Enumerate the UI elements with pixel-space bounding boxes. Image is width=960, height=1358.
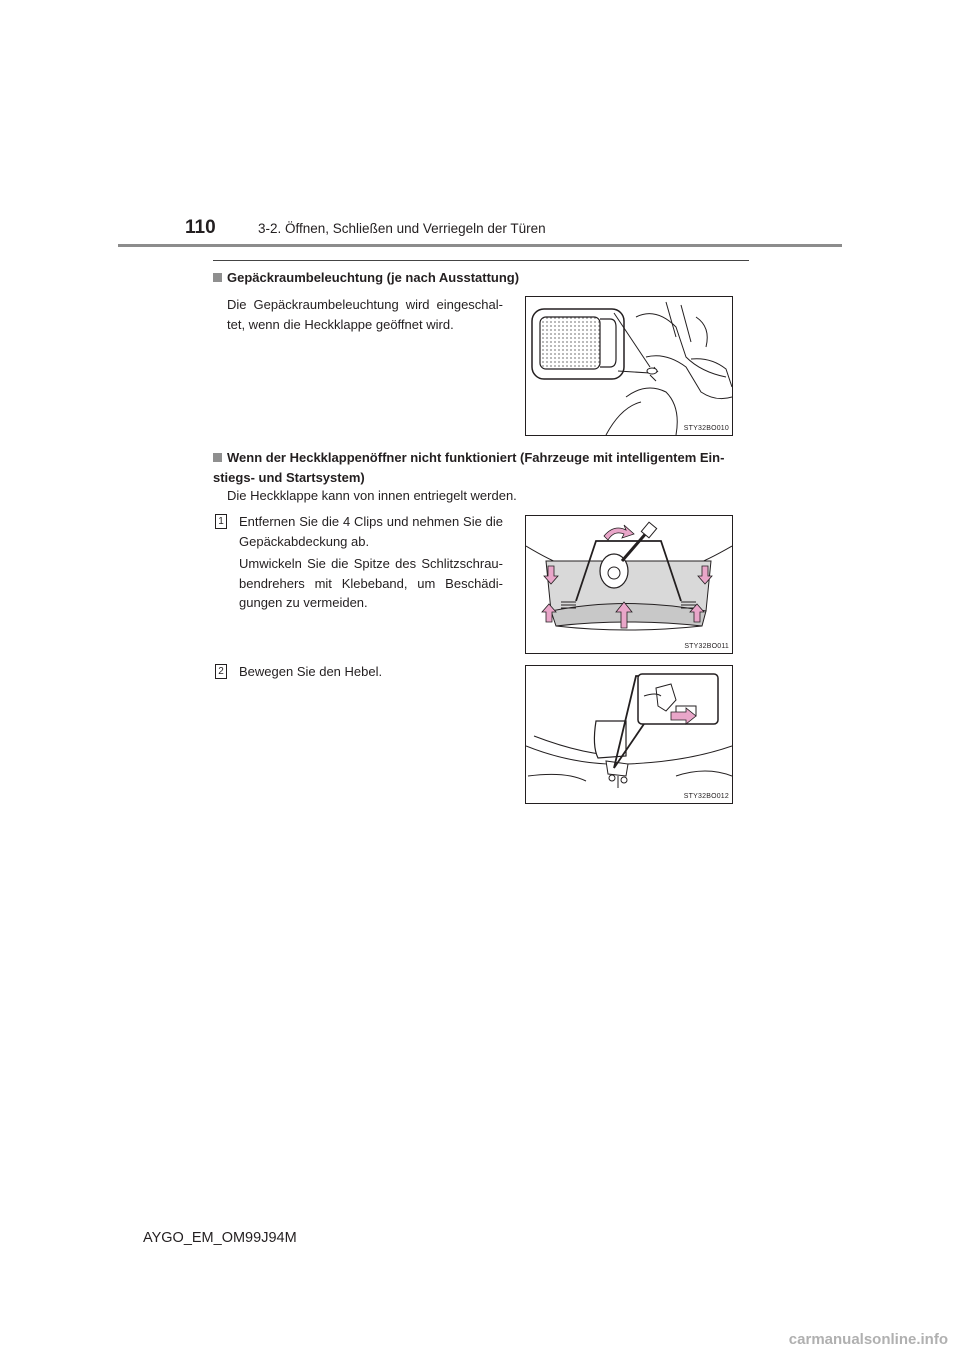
- heading-square-icon: [213, 273, 222, 282]
- step-1-text: Entfernen Sie die 4 Clips und nehmen Sie die Gepäckabdeckung ab.: [239, 514, 503, 549]
- step-number-2: 2: [215, 664, 227, 679]
- figure-code: STY32BO012: [683, 793, 729, 800]
- section-heading-tailgate-opener: Wenn der Heckklappenöffner nicht funktioniert (Fahrzeuge mit intelligentem Ein-stiegs- und Startsystem): [213, 450, 725, 485]
- luggage-light-illustration: [526, 297, 732, 435]
- step-2-text: Bewegen Sie den Hebel.: [239, 664, 383, 679]
- figure-luggage-cover: [525, 515, 733, 654]
- section-divider: [213, 260, 749, 261]
- step-1-note: Umwickeln Sie die Spitze des Schlitzschrau-bendrehers mit Klebeband, um Beschädi-gungen zu vermeiden.: [239, 556, 503, 610]
- header-rule: [118, 244, 842, 247]
- figure-lever: [525, 665, 733, 804]
- watermark: carmanualsonline.info: [788, 1331, 948, 1348]
- figure-code: STY32BO011: [684, 643, 729, 650]
- lever-illustration: [526, 666, 732, 803]
- tailgate-intro-text: Die Heckklappe kann von innen entriegelt werden.: [227, 488, 517, 503]
- figure-code: STY32BO010: [683, 425, 729, 432]
- section-title: 3-2. Öffnen, Schließen und Verriegeln der Türen: [258, 221, 546, 236]
- heading-square-icon: [213, 453, 222, 462]
- figure-luggage-light: [525, 296, 733, 436]
- step-number-1: 1: [215, 514, 227, 529]
- page-number: 110: [185, 217, 216, 238]
- luggage-light-text: Die Gepäckraumbeleuchtung wird eingeschal-tet, wenn die Heckklappe geöffnet wird.: [227, 297, 503, 332]
- document-code: AYGO_EM_OM99J94M: [143, 1230, 297, 1246]
- section-heading-luggage-light: Gepäckraumbeleuchtung (je nach Ausstattung): [213, 268, 753, 288]
- luggage-cover-illustration: [526, 516, 732, 653]
